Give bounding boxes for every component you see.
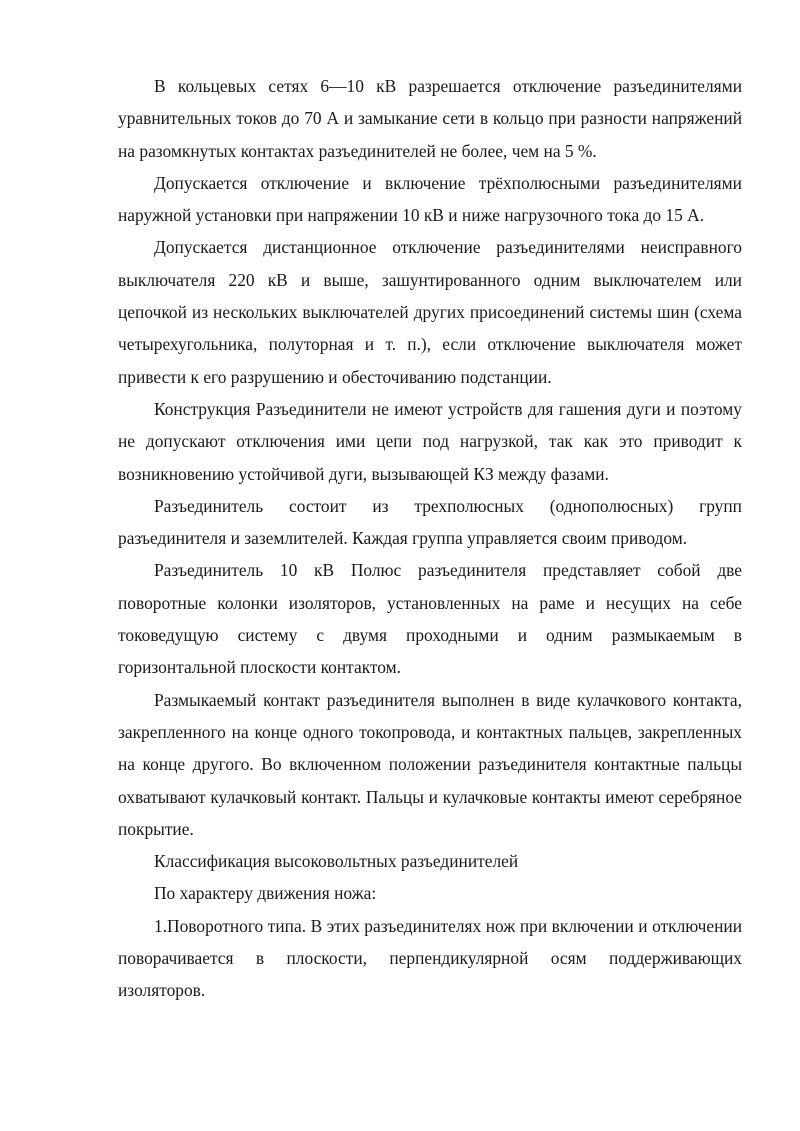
paragraph-blade-motion: По характеру движения ножа: xyxy=(154,883,377,904)
paragraph-breaking-contact: Размыкаемый контакт разъединителя выполнен в виде кулачкового контакта, закрепленного на конце одного токопровода, и контактных пальцев, закрепленных на конце другого. Во включенном положении разъединителя контактные пальцы охватывают кулачковый контакт. Пальцы и кулачковые контакты имеют серебряное покрытие. xyxy=(118,689,742,839)
paragraph-rotary-type: 1.Поворотного типа. В этих разъединителях нож при включении и отключении поворачивается в плоскости, перпендикулярной осям поддерживающих изоляторов. xyxy=(118,915,742,1001)
paragraph-remote-disconnection: Допускается дистанционное отключение разъединителями неисправного выключателя 220 кВ и выше, зашунтированного одним выключателем или цепочкой из нескольких выключателей других присоединений системы шин (схема четырехугольника, полуторная и т. п.), если отключение выключателя может привести к его разрушению и обесточиванию подстанции. xyxy=(118,237,742,387)
paragraph-disconnector-composition: Разъединитель состоит из трехполюсных (однополюсных) групп разъединителя и заземлителей. Каждая группа управляется своим приводом. xyxy=(118,495,742,549)
paragraph-classification-heading: Классификация высоковольтных разъединителей xyxy=(154,851,519,872)
paragraph-10kv-pole: Разъединитель 10 кВ Полюс разъединителя представляет собой две поворотные колонки изоляторов, установленных на раме и несущих на себе токоведущую систему с двумя проходными и одним размыкаемым в горизонтальной плоскости контактом. xyxy=(118,560,742,678)
document-body xyxy=(118,70,742,1007)
paragraph-ring-networks: В кольцевых сетях 6—10 кВ разрешается отключение разъединителями уравнительных токов до 70 А и замыкание сети в кольцо при разности напряжений на разомкнутых контактах разъединителей не более, чем на 5 %. xyxy=(118,76,742,161)
paragraph-construction: Конструкция Разъединители не имеют устройств для гашения дуги и поэтому не допускают отключения ими цепи под нагрузкой, так как это приводит к возникновению устойчивой дуги, вызывающей КЗ между фазами. xyxy=(118,398,742,484)
paragraph-three-pole-switching: Допускается отключение и включение трёхполюсными разъединителями наружной установки при напряжении 10 кВ и ниже нагрузочного тока до 15 А. xyxy=(118,172,742,226)
